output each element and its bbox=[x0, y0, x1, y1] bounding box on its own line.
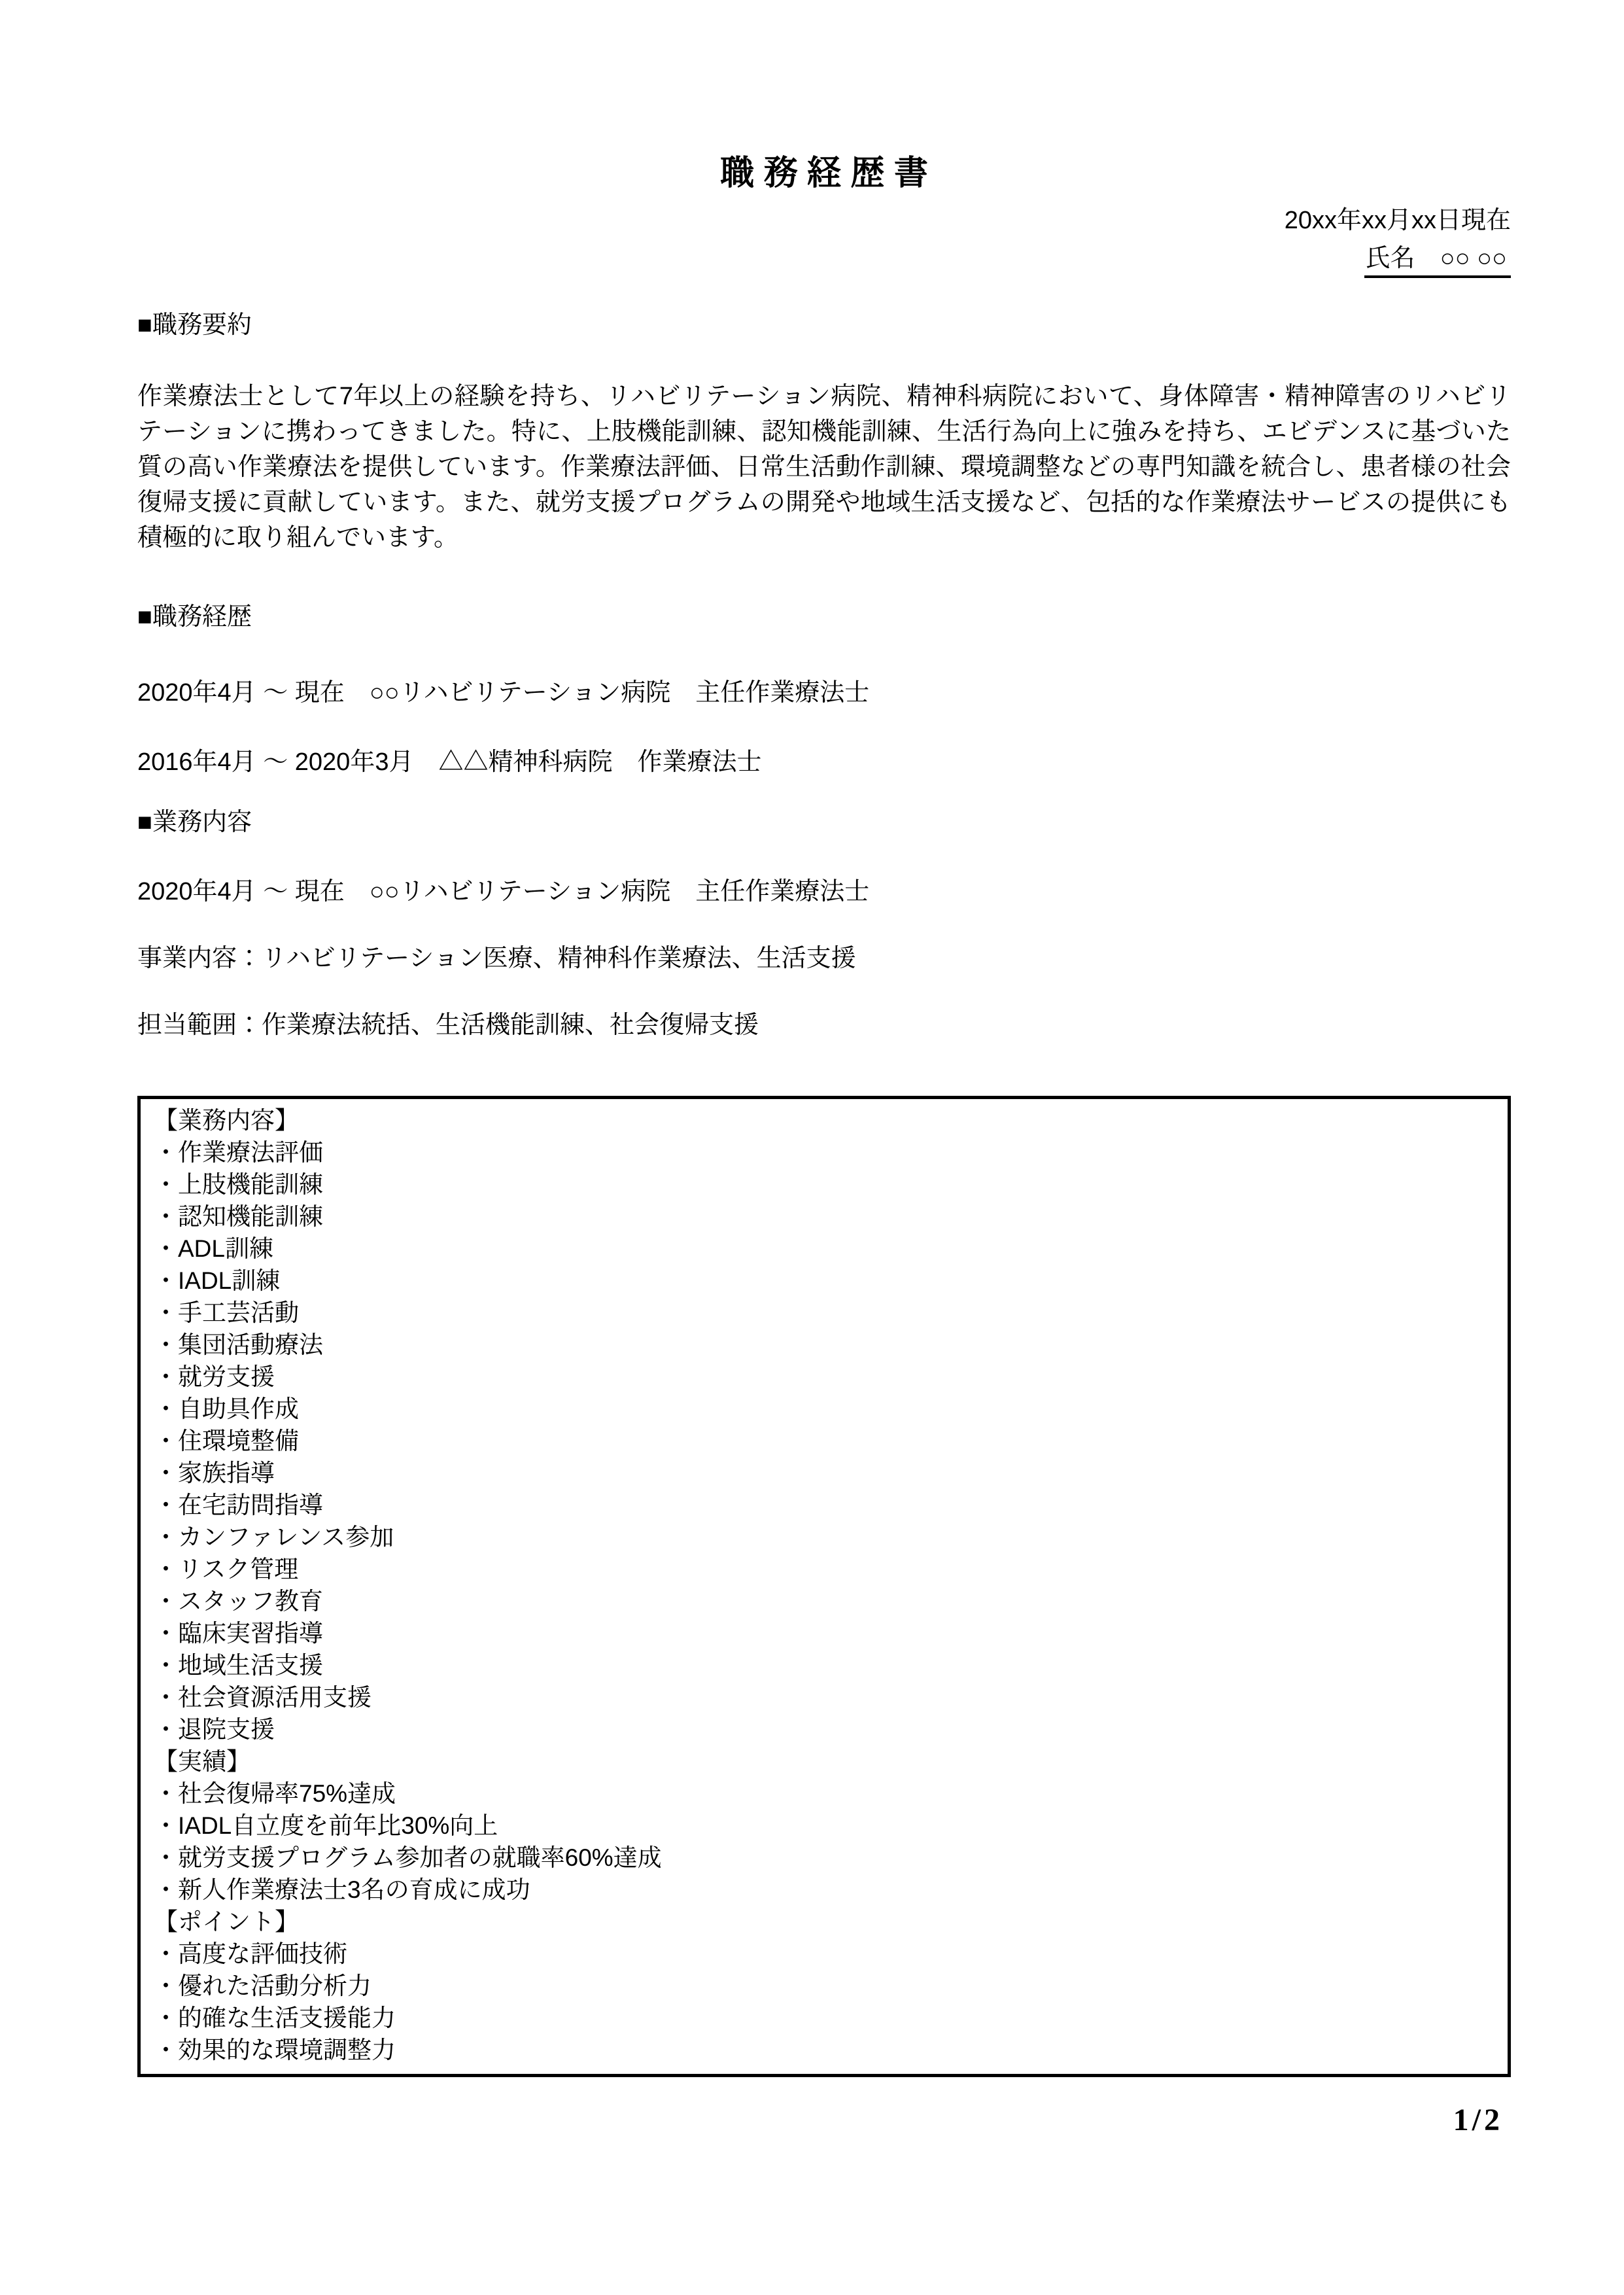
box-section-header: 【業務内容】 bbox=[154, 1106, 299, 1134]
box-item: ・的確な生活支援能力 bbox=[154, 2004, 396, 2031]
current-date-line: 20xx年xx月xx日現在 bbox=[1284, 206, 1511, 234]
box-item: ・就労支援 bbox=[154, 1363, 275, 1390]
history-entry: 2020年4月 ～ 現在 ○○リハビリテーション病院 主任作業療法士 bbox=[137, 678, 870, 707]
box-item: ・スタッフ教育 bbox=[154, 1587, 323, 1615]
duties-detail-box bbox=[137, 1096, 1511, 2077]
box-item: ・リスク管理 bbox=[154, 1555, 299, 1583]
box-section-header: 【実績】 bbox=[154, 1747, 251, 1775]
box-item: ・社会復帰率75%達成 bbox=[154, 1779, 396, 1807]
duties-period-line: 2020年4月 ～ 現在 ○○リハビリテーション病院 主任作業療法士 bbox=[137, 877, 870, 905]
box-item: ・新人作業療法士3名の育成に成功 bbox=[154, 1876, 530, 1903]
box-item: ・作業療法評価 bbox=[154, 1138, 323, 1166]
box-item: ・自助具作成 bbox=[154, 1395, 299, 1422]
section-heading-duties: ■業務内容 bbox=[137, 808, 252, 836]
box-item: ・高度な評価技術 bbox=[154, 1940, 347, 1967]
name-value: 氏名 ○○ ○○ bbox=[1364, 244, 1511, 278]
box-item: ・ADL訓練 bbox=[154, 1235, 273, 1262]
box-item: ・上肢機能訓練 bbox=[154, 1170, 323, 1198]
box-item: ・地域生活支援 bbox=[154, 1651, 323, 1679]
box-item: ・認知機能訓練 bbox=[154, 1202, 323, 1230]
history-entry: 2016年4月 ～ 2020年3月 △△精神科病院 作業療法士 bbox=[137, 748, 762, 776]
page-title: 職 務 経 歴 書 bbox=[720, 154, 928, 192]
box-item: ・優れた活動分析力 bbox=[154, 1972, 371, 1999]
box-item: ・家族指導 bbox=[154, 1459, 275, 1486]
box-item: ・効果的な環境調整力 bbox=[154, 2036, 396, 2063]
box-item: ・在宅訪問指導 bbox=[154, 1491, 323, 1518]
box-item: ・手工芸活動 bbox=[154, 1299, 299, 1326]
box-item: ・住環境整備 bbox=[154, 1427, 299, 1454]
summary-paragraph: 作業療法士として7年以上の経験を持ち、リハビリテーション病院、精神科病院において、身体障害・精神障害のリハビリテーションに携わってきました。特に、上肢機能訓練、認知機能訓練、生活行為向上に強みを持ち、エビデンスに基づいた質の高い作業療法を提供しています。作業療法評価、日常生活動作訓練、環境調整などの専門知識を統合し、患者様の社会復帰支援に貢献しています。また、就労支援プログラムの開発や地域生活支援など、包括的な作業療法サービスの提供にも積極的に取り組んでいます。 bbox=[137, 382, 1511, 552]
box-item: ・退院支援 bbox=[154, 1715, 275, 1743]
box-item: ・集団活動療法 bbox=[154, 1331, 323, 1358]
duties-scope-line: 担当範囲：作業療法統括、生活機能訓練、社会復帰支援 bbox=[137, 1011, 759, 1039]
duties-business-line: 事業内容：リハビリテーション医療、精神科作業療法、生活支援 bbox=[137, 944, 856, 972]
page-number: 1/2 bbox=[1453, 2102, 1503, 2137]
box-item: ・就労支援プログラム参加者の就職率60%達成 bbox=[154, 1844, 662, 1871]
box-item: ・IADL自立度を前年比30%向上 bbox=[154, 1812, 498, 1839]
name-line bbox=[137, 244, 1511, 278]
box-section-header: 【ポイント】 bbox=[154, 1908, 299, 1935]
box-item: ・社会資源活用支援 bbox=[154, 1683, 371, 1711]
box-item: ・臨床実習指導 bbox=[154, 1619, 323, 1647]
section-heading-history: ■職務経歴 bbox=[137, 603, 252, 631]
box-item: ・カンファレンス参加 bbox=[154, 1523, 394, 1550]
section-heading-summary: ■職務要約 bbox=[137, 311, 252, 339]
box-item: ・IADL訓練 bbox=[154, 1267, 281, 1294]
